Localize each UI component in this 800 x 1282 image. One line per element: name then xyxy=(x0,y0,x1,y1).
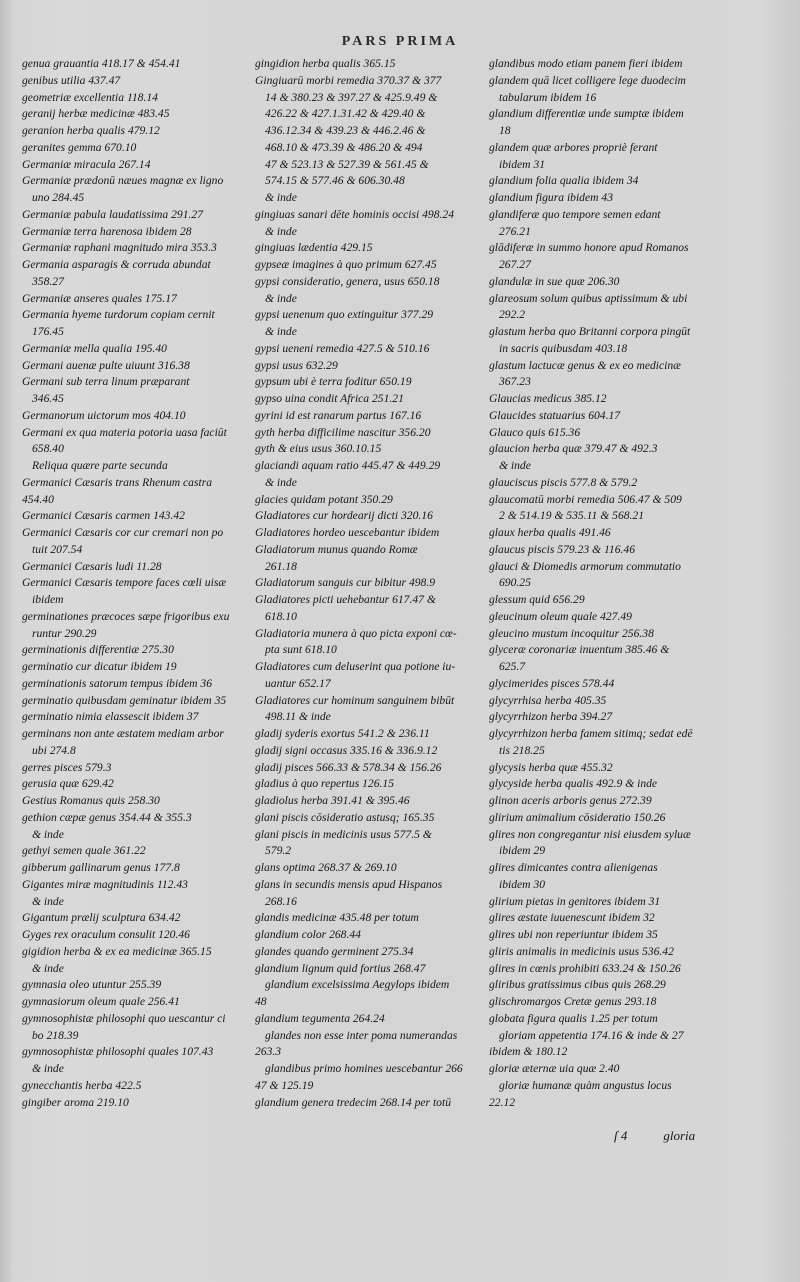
index-entry: gleucino mustum incoquitur 256.38 xyxy=(489,626,654,640)
index-entry: Germanici Cæsaris cor cur cremari non po xyxy=(22,526,224,539)
index-column-3 xyxy=(489,56,727,1111)
index-entry: gliribus gratissimus cibus quis 268.29 xyxy=(489,978,666,992)
index-entry: 14 & 380.23 & 397.27 & 425.9.49 & xyxy=(265,90,438,104)
index-entry: Reliqua quære parte secunda xyxy=(32,459,168,472)
index-entry: gynecchantis herba 422.5 xyxy=(22,1078,142,1092)
index-entry: 2 & 514.19 & 535.11 & 568.21 xyxy=(499,509,645,523)
index-entry: germinatio cur dicatur ibidem 19 xyxy=(22,660,177,673)
index-entry: gymnasiorum oleum quale 256.41 xyxy=(22,995,180,1008)
index-entry: glandes non esse inter poma numerandas xyxy=(265,1028,458,1042)
index-entry: Gladiatoria munera à quo picta exponi cœ- xyxy=(255,626,457,640)
page-footer xyxy=(614,1128,731,1144)
index-entry: Gladiatorum sanguis cur bibitur 498.9 xyxy=(255,576,436,590)
index-entry: ibidem 29 xyxy=(499,844,546,858)
index-entry: gibberum gallinarum genus 177.8 xyxy=(22,861,180,874)
index-entry: 367.23 xyxy=(499,375,531,389)
index-entry: gethyi semen quale 361.22 xyxy=(22,844,146,858)
index-entry: glaucus piscis 579.23 & 116.46 xyxy=(489,542,635,556)
index-entry: Glaucides statuarius 604.17 xyxy=(489,408,621,422)
index-entry: 498.11 & inde xyxy=(265,710,331,724)
index-entry: gladius à quo repertus 126.15 xyxy=(255,777,395,791)
index-entry: 267.27 xyxy=(499,258,531,271)
index-entry: gingidion herba qualis 365.15 xyxy=(255,57,396,70)
index-entry: 22.12 xyxy=(489,1095,516,1109)
index-entry: glycysis herba quæ 455.32 xyxy=(489,760,613,774)
index-entry: Gigantes miræ magnitudinis 112.43 xyxy=(22,877,188,891)
index-entry: 47 & 125.19 xyxy=(255,1078,314,1092)
index-entry: Gestius Romanus quis 258.30 xyxy=(22,794,160,807)
index-entry: 47 & 523.13 & 527.39 & 561.45 & xyxy=(265,157,429,171)
index-entry: gypsi ueneni remedia 427.5 & 510.16 xyxy=(255,341,430,355)
signature-mark: ſ 4 xyxy=(614,1128,628,1143)
index-entry: Germani ex qua materia potoria uasa faciūt xyxy=(22,425,227,439)
index-entry: tis 218.25 xyxy=(499,743,545,757)
index-entry: glyceræ coronariæ inuentum 385.46 & xyxy=(489,643,670,657)
index-entry: ibidem 30 xyxy=(499,877,546,891)
index-entry: & inde xyxy=(32,827,64,841)
index-entry: glandium differentiæ unde sumptæ ibidem xyxy=(489,107,684,121)
index-entry: 346.45 xyxy=(32,392,64,405)
index-entry: glastum lactucæ genus & ex eo medicinæ xyxy=(489,358,681,372)
index-entry: Gingiuarū morbi remedia 370.37 & 377 xyxy=(255,73,442,87)
index-entry: 690.25 xyxy=(499,576,531,590)
index-entry: tuit 207.54 xyxy=(32,542,83,556)
index-entry: Germania asparagis & corruda abundat xyxy=(22,258,211,271)
index-entry: glandium genera tredecim 268.14 per totū xyxy=(255,1095,451,1109)
index-entry: gladij pisces 566.33 & 578.34 & 156.26 xyxy=(255,760,442,774)
index-entry: ibidem xyxy=(32,593,64,606)
index-entry: glandium figura ibidem 43 xyxy=(489,191,613,204)
index-entry: glycyrrhisa herba 405.35 xyxy=(489,693,607,707)
index-entry: gloriæ æternæ uia quæ 2.40 xyxy=(489,1062,620,1075)
index-entry: gloriam appetentia 174.16 & inde & 27 xyxy=(499,1028,684,1042)
index-entry: glandibus primo homines uescebantur 266 xyxy=(265,1062,463,1075)
index-entry: glaucion herba quæ 379.47 & 492.3 xyxy=(489,442,658,456)
index-entry: germinationis differentiæ 275.30 xyxy=(22,643,174,657)
index-entry: gymnosophistæ philosophi quales 107.43 xyxy=(22,1045,214,1059)
index-entry: gypso uina condit Africa 251.21 xyxy=(255,392,404,405)
index-entry: in sacris quibusdam 403.18 xyxy=(499,341,628,355)
index-entry: 618.10 xyxy=(265,609,297,623)
index-entry: Gladiatores cur hordearij dicti 320.16 xyxy=(255,509,433,523)
index-entry: gerusia quæ 629.42 xyxy=(22,777,114,791)
index-entry: gyrini id est ranarum partus 167.16 xyxy=(255,408,422,422)
index-entry: glires non congregantur nisi eiusdem syluæ xyxy=(489,827,691,841)
index-entry: 454.40 xyxy=(22,492,54,506)
index-entry: glauci & Diomedis armorum commutatio xyxy=(489,559,681,573)
index-entry: gymnosophistæ philosophi quo uescantur ci xyxy=(22,1011,226,1025)
index-entry: 426.22 & 427.1.31.42 & 429.40 & xyxy=(265,107,426,121)
index-entry: glandes quando germinent 275.34 xyxy=(255,944,414,958)
index-entry: Gladiatores cum deluserint qua potione iu- xyxy=(255,660,456,673)
index-entry: geranij herbæ medicinæ 483.45 xyxy=(22,107,170,121)
index-entry: Germaniæ pabula laudatissima 291.27 xyxy=(22,207,203,221)
index-entry: Gladiatorum munus quando Romæ xyxy=(255,542,418,556)
page-header: PARS PRIMA xyxy=(341,34,459,49)
index-entry: Germaniæ prædonū næues magnæ ex ligno xyxy=(22,174,224,188)
index-entry: gyth herba difficilime nascitur 356.20 xyxy=(255,425,431,439)
index-entry: gladij signi occasus 335.16 & 336.9.12 xyxy=(255,743,438,757)
index-entry: glessum quid 656.29 xyxy=(489,593,585,606)
index-entry: germinationes præcoces sæpe frigoribus exu xyxy=(22,609,230,623)
index-entry: 658.40 xyxy=(32,442,64,456)
index-entry: Germani sub terra linum præparant xyxy=(22,375,190,389)
index-entry: glani piscis cōsideratio astusq; 165.35 xyxy=(255,810,435,824)
index-entry: & inde xyxy=(265,325,297,338)
index-entry: & inde xyxy=(32,1062,64,1075)
index-entry: gigidion herba & ex ea medicinæ 365.15 xyxy=(22,944,212,958)
index-entry: germinatio nimia elassescit ibidem 37 xyxy=(22,710,199,724)
index-entry: Gladiatores picti uehebantur 617.47 & xyxy=(255,593,436,606)
index-entry: Glauco quis 615.36 xyxy=(489,425,581,439)
index-entry: 48 xyxy=(255,995,267,1008)
index-entry: Germania hyeme turdorum copiam cernit xyxy=(22,308,215,322)
index-entry: glirium animalium cōsideratio 150.26 xyxy=(489,810,666,824)
index-entry: gypsi uenenum quo extinguitur 377.29 xyxy=(255,308,434,322)
index-entry: germinationis satorum tempus ibidem 36 xyxy=(22,676,213,690)
index-entry: glandulæ in sue quæ 206.30 xyxy=(489,274,620,288)
catchword: gloria xyxy=(663,1128,696,1143)
index-entry: & inde xyxy=(32,894,64,908)
index-entry: genua grauantia 418.17 & 454.41 xyxy=(22,57,181,70)
index-entry: Germanorum uictorum mos 404.10 xyxy=(22,408,186,422)
index-entry: & inde xyxy=(499,459,531,472)
index-entry: glires ubi non reperiuntur ibidem 35 xyxy=(489,928,658,941)
index-entry: & inde xyxy=(32,961,64,975)
index-entry: gypsi usus 632.29 xyxy=(255,358,338,372)
index-entry: gliris animalis in medicinis usus 536.42 xyxy=(489,944,674,958)
index-entry: geranites gemma 670.10 xyxy=(22,140,137,154)
index-entry: & inde xyxy=(265,291,297,305)
index-entry: 261.18 xyxy=(265,559,297,573)
index-entry: 263.3 xyxy=(255,1045,282,1059)
index-entry: gypsum ubi è terra foditur 650.19 xyxy=(255,375,412,389)
index-entry: glareosum solum quibus aptissimum & ubi xyxy=(489,291,688,305)
index-entry: gyth & eius usus 360.10.15 xyxy=(255,442,382,456)
index-entry: & inde xyxy=(265,191,297,204)
index-entry: glirium pietas in genitores ibidem 31 xyxy=(489,894,661,908)
index-column-2 xyxy=(255,56,483,1111)
index-entry: Germaniæ terra harenosa ibidem 28 xyxy=(22,224,192,238)
index-entry: glycimerides pisces 578.44 xyxy=(489,676,615,690)
index-entry: glaciandi aquam ratio 445.47 & 449.29 xyxy=(255,459,441,472)
index-entry: glandis medicinæ 435.48 per totum xyxy=(255,911,419,925)
index-entry: gethion cæpæ genus 354.44 & 355.3 xyxy=(22,810,192,824)
index-entry: glinon aceris arboris genus 272.39 xyxy=(489,794,652,807)
index-entry: glandem quæ arbores propriè ferant xyxy=(489,140,658,154)
index-entry: glycyrrhizon herba 394.27 xyxy=(489,710,613,724)
index-entry: Germaniæ mella qualia 195.40 xyxy=(22,341,167,355)
index-entry: uno 284.45 xyxy=(32,191,85,204)
index-entry: glires dimicantes contra alienigenas xyxy=(489,861,658,874)
index-entry: glires in cœnis prohibiti 633.24 & 150.26 xyxy=(489,961,681,975)
index-entry: Gigantum prælij sculptura 634.42 xyxy=(22,911,181,925)
index-entry: Germani auenæ pulte uiuunt 316.38 xyxy=(22,358,190,372)
index-entry: glaux herba qualis 491.46 xyxy=(489,526,611,539)
index-entry: 625.7 xyxy=(499,660,526,673)
index-entry: pta sunt 618.10 xyxy=(265,643,337,657)
index-entry: glastum herba quo Britanni corpora pingūt xyxy=(489,325,691,338)
index-entry: ibidem & 180.12 xyxy=(489,1045,568,1059)
index-entry: glandium lignum quid fortius 268.47 xyxy=(255,961,426,975)
index-entry: gladij syderis exortus 541.2 & 236.11 xyxy=(255,727,430,740)
index-entry: glandium tegumenta 264.24 xyxy=(255,1011,385,1025)
index-entry: glādiferæ in summo honore apud Romanos xyxy=(489,241,689,255)
index-entry: glans optima 268.37 & 269.10 xyxy=(255,861,397,874)
index-entry: gingiber aroma 219.10 xyxy=(22,1095,129,1109)
index-entry: glycyrrhizon herba famem sitimq; sedat edē xyxy=(489,727,693,740)
index-entry: Germanici Cæsaris carmen 143.42 xyxy=(22,509,185,523)
index-entry: glani piscis in medicinis usus 577.5 & xyxy=(255,827,432,841)
index-entry: gymnasia oleo utuntur 255.39 xyxy=(22,978,162,992)
index-entry: glires æstate iuuenescunt ibidem 32 xyxy=(489,911,655,925)
index-entry: glandium folia qualia ibidem 34 xyxy=(489,174,639,188)
index-entry: gypsi consideratio, genera, usus 650.18 xyxy=(255,274,440,288)
index-entry: glans in secundis mensis apud Hispanos xyxy=(255,877,443,891)
index-entry: Germaniæ miracula 267.14 xyxy=(22,157,151,171)
index-entry: gingiuas sanari dēte hominis occisi 498.24 xyxy=(255,207,455,221)
index-entry: ibidem 31 xyxy=(499,157,546,171)
index-entry: glauciscus piscis 577.8 & 579.2 xyxy=(489,475,638,489)
index-entry: 292.2 xyxy=(499,308,526,322)
index-entry: 468.10 & 473.39 & 486.20 & 494 xyxy=(265,140,423,154)
index-entry: bo 218.39 xyxy=(32,1028,79,1042)
index-entry: gladiolus herba 391.41 & 395.46 xyxy=(255,794,410,807)
index-entry: gingiuas lædentia 429.15 xyxy=(255,241,373,255)
index-entry: 268.16 xyxy=(265,894,297,908)
index-entry: Gladiatores hordeo uescebantur ibidem xyxy=(255,526,440,539)
index-entry: 579.2 xyxy=(265,844,292,858)
index-entry: 574.15 & 577.46 & 606.30.48 xyxy=(265,174,405,188)
index-entry: glaucomatū morbi remedia 506.47 & 509 xyxy=(489,492,682,506)
index-entry: gloriæ humanæ quàm angustus locus xyxy=(499,1078,672,1092)
index-entry: & inde xyxy=(265,224,297,238)
index-entry: Germanici Cæsaris tempore faces cœli uisæ xyxy=(22,576,227,590)
index-entry: glycyside herba qualis 492.9 & inde xyxy=(489,777,658,791)
index-column-1 xyxy=(22,56,244,1111)
index-entry: gleucinum oleum quale 427.49 xyxy=(489,609,632,623)
index-entry: gerres pisces 579.3 xyxy=(22,760,112,774)
index-entry: germinatio quibusdam geminatur ibidem 35 xyxy=(22,693,227,707)
index-entry: 436.12.34 & 439.23 & 446.2.46 & xyxy=(265,124,426,137)
index-entry: 276.21 xyxy=(499,224,531,238)
index-entry: glandem quā licet colligere lege duodecim xyxy=(489,73,686,87)
index-entry: germinans non ante æstatem mediam arbor xyxy=(22,727,224,740)
index-entry: glandibus modo etiam panem fieri ibidem xyxy=(489,57,683,70)
index-entry: Germaniæ anseres quales 175.17 xyxy=(22,291,177,305)
index-entry: ubi 274.8 xyxy=(32,743,76,757)
index-entry: glacies quidam potant 350.29 xyxy=(255,492,393,506)
index-entry: Germanici Cæsaris trans Rhenum castra xyxy=(22,475,213,489)
index-entry: glischromargos Cretæ genus 293.18 xyxy=(489,995,657,1008)
index-entry: glandium color 268.44 xyxy=(255,928,361,941)
index-entry: geometriæ excellentia 118.14 xyxy=(22,90,158,104)
index-entry: & inde xyxy=(265,475,297,489)
index-entry: Germaniæ raphani magnitudo mira 353.3 xyxy=(22,241,217,255)
index-entry: Gyges rex oraculum consulit 120.46 xyxy=(22,928,190,941)
index-entry: geranion herba qualis 479.12 xyxy=(22,124,160,137)
index-entry: tabularum ibidem 16 xyxy=(499,90,597,104)
index-entry: glandiferæ quo tempore semen edant xyxy=(489,207,661,221)
index-entry: Gladiatores cur hominum sanguinem bibūt xyxy=(255,693,455,707)
index-entry: genibus utilia 437.47 xyxy=(22,73,121,87)
index-entry: glandium excelsissima Aegylops ibidem xyxy=(265,978,450,992)
index-entry: uantur 652.17 xyxy=(265,676,331,690)
index-entry: 358.27 xyxy=(32,274,64,288)
index-entry: globata figura qualis 1.25 per totum xyxy=(489,1011,658,1025)
index-entry: runtur 290.29 xyxy=(32,626,97,640)
index-entry: 176.45 xyxy=(32,325,64,338)
index-entry: 18 xyxy=(499,124,511,137)
index-entry: Germanici Cæsaris ludi 11.28 xyxy=(22,559,162,573)
index-entry: Glaucias medicus 385.12 xyxy=(489,392,607,405)
index-entry: gypseæ imagines à quo primum 627.45 xyxy=(255,258,437,271)
